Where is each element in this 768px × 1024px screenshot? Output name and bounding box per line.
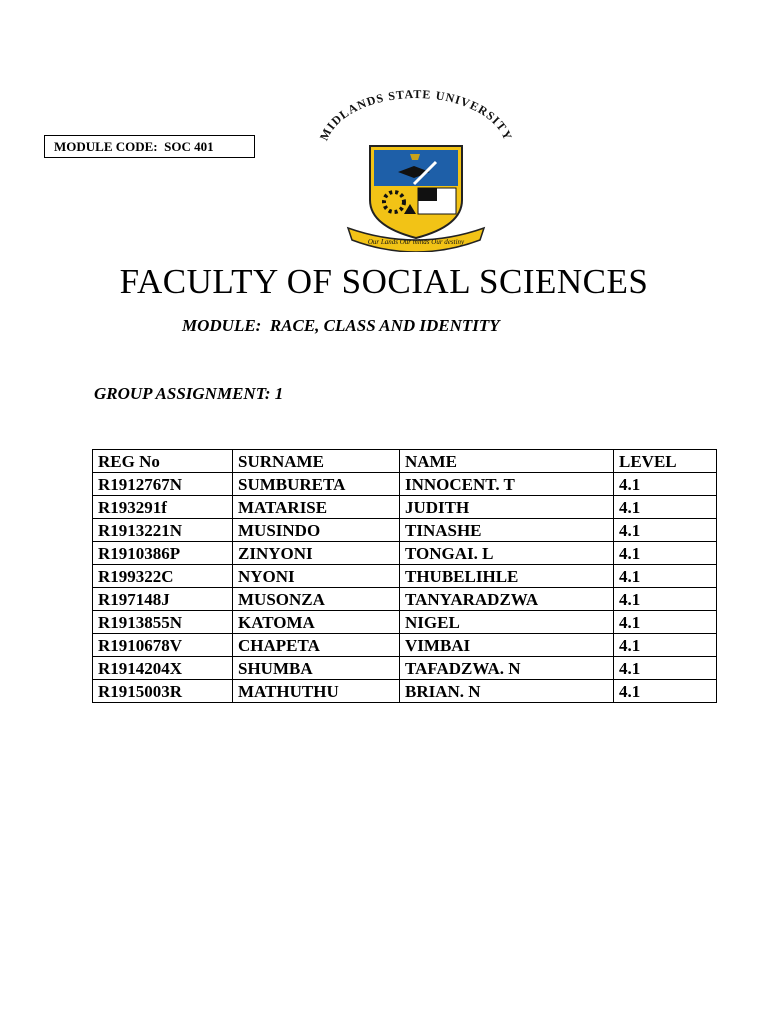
table-cell: CHAPETA xyxy=(233,634,400,657)
table-cell: 4.1 xyxy=(614,657,717,680)
table-row xyxy=(93,588,717,611)
table-cell: 4.1 xyxy=(614,634,717,657)
table-cell: INNOCENT. T xyxy=(400,473,614,496)
table-row xyxy=(93,496,717,519)
table-cell: 4.1 xyxy=(614,519,717,542)
table-cell: MATARISE xyxy=(233,496,400,519)
table-row xyxy=(93,611,717,634)
table-row xyxy=(93,542,717,565)
university-name-arc: MIDLANDS STATE UNIVERSITY xyxy=(316,88,516,143)
table-cell: 4.1 xyxy=(614,496,717,519)
table-cell: NYONI xyxy=(233,565,400,588)
table-cell: ZINYONI xyxy=(233,542,400,565)
motto-text: Our Lands Our minds Our destiny xyxy=(367,238,465,246)
table-cell: THUBELIHLE xyxy=(400,565,614,588)
table-cell: BRIAN. N xyxy=(400,680,614,703)
table-cell: R1914204X xyxy=(93,657,233,680)
table-cell: 4.1 xyxy=(614,565,717,588)
table-cell: KATOMA xyxy=(233,611,400,634)
table-cell: TAFADZWA. N xyxy=(400,657,614,680)
table-cell: R197148J xyxy=(93,588,233,611)
table-cell: R1913855N xyxy=(93,611,233,634)
table-row xyxy=(93,634,717,657)
table-row xyxy=(93,519,717,542)
table-row xyxy=(93,680,717,703)
table-cell: SUMBURETA xyxy=(233,473,400,496)
table-cell: 4.1 xyxy=(614,680,717,703)
table-cell: TONGAI. L xyxy=(400,542,614,565)
table-cell: 4.1 xyxy=(614,588,717,611)
table-cell: TANYARADZWA xyxy=(400,588,614,611)
module-title: MODULE: RACE, CLASS AND IDENTITY xyxy=(182,316,500,335)
table-cell: JUDITH xyxy=(400,496,614,519)
table-cell: VIMBAI xyxy=(400,634,614,657)
table-cell: R199322C xyxy=(93,565,233,588)
book-shade xyxy=(418,188,437,201)
table-cell: 4.1 xyxy=(614,611,717,634)
members-table-body xyxy=(93,450,717,703)
members-table xyxy=(92,449,717,703)
table-cell: R193291f xyxy=(93,496,233,519)
table-cell: R1912767N xyxy=(93,473,233,496)
table-cell: MUSINDO xyxy=(233,519,400,542)
university-crest-logo xyxy=(314,88,518,252)
column-header: SURNAME xyxy=(233,450,400,473)
column-header: LEVEL xyxy=(614,450,717,473)
assignment-title: GROUP ASSIGNMENT: 1 xyxy=(94,384,284,403)
table-cell: R1910678V xyxy=(93,634,233,657)
table-cell: 4.1 xyxy=(614,473,717,496)
table-row xyxy=(93,473,717,496)
table-cell: SHUMBA xyxy=(233,657,400,680)
table-cell: MATHUTHU xyxy=(233,680,400,703)
table-row xyxy=(93,657,717,680)
faculty-title: FACULTY OF SOCIAL SCIENCES xyxy=(119,262,649,301)
table-cell: R1910386P xyxy=(93,542,233,565)
table-row xyxy=(93,565,717,588)
column-header: NAME xyxy=(400,450,614,473)
table-cell: TINASHE xyxy=(400,519,614,542)
table-header-row xyxy=(93,450,717,473)
table-cell: R1913221N xyxy=(93,519,233,542)
column-header: REG No xyxy=(93,450,233,473)
table-cell: 4.1 xyxy=(614,542,717,565)
table-cell: NIGEL xyxy=(400,611,614,634)
module-code-box: MODULE CODE: SOC 401 xyxy=(44,135,255,158)
table-cell: MUSONZA xyxy=(233,588,400,611)
table-cell: R1915003R xyxy=(93,680,233,703)
